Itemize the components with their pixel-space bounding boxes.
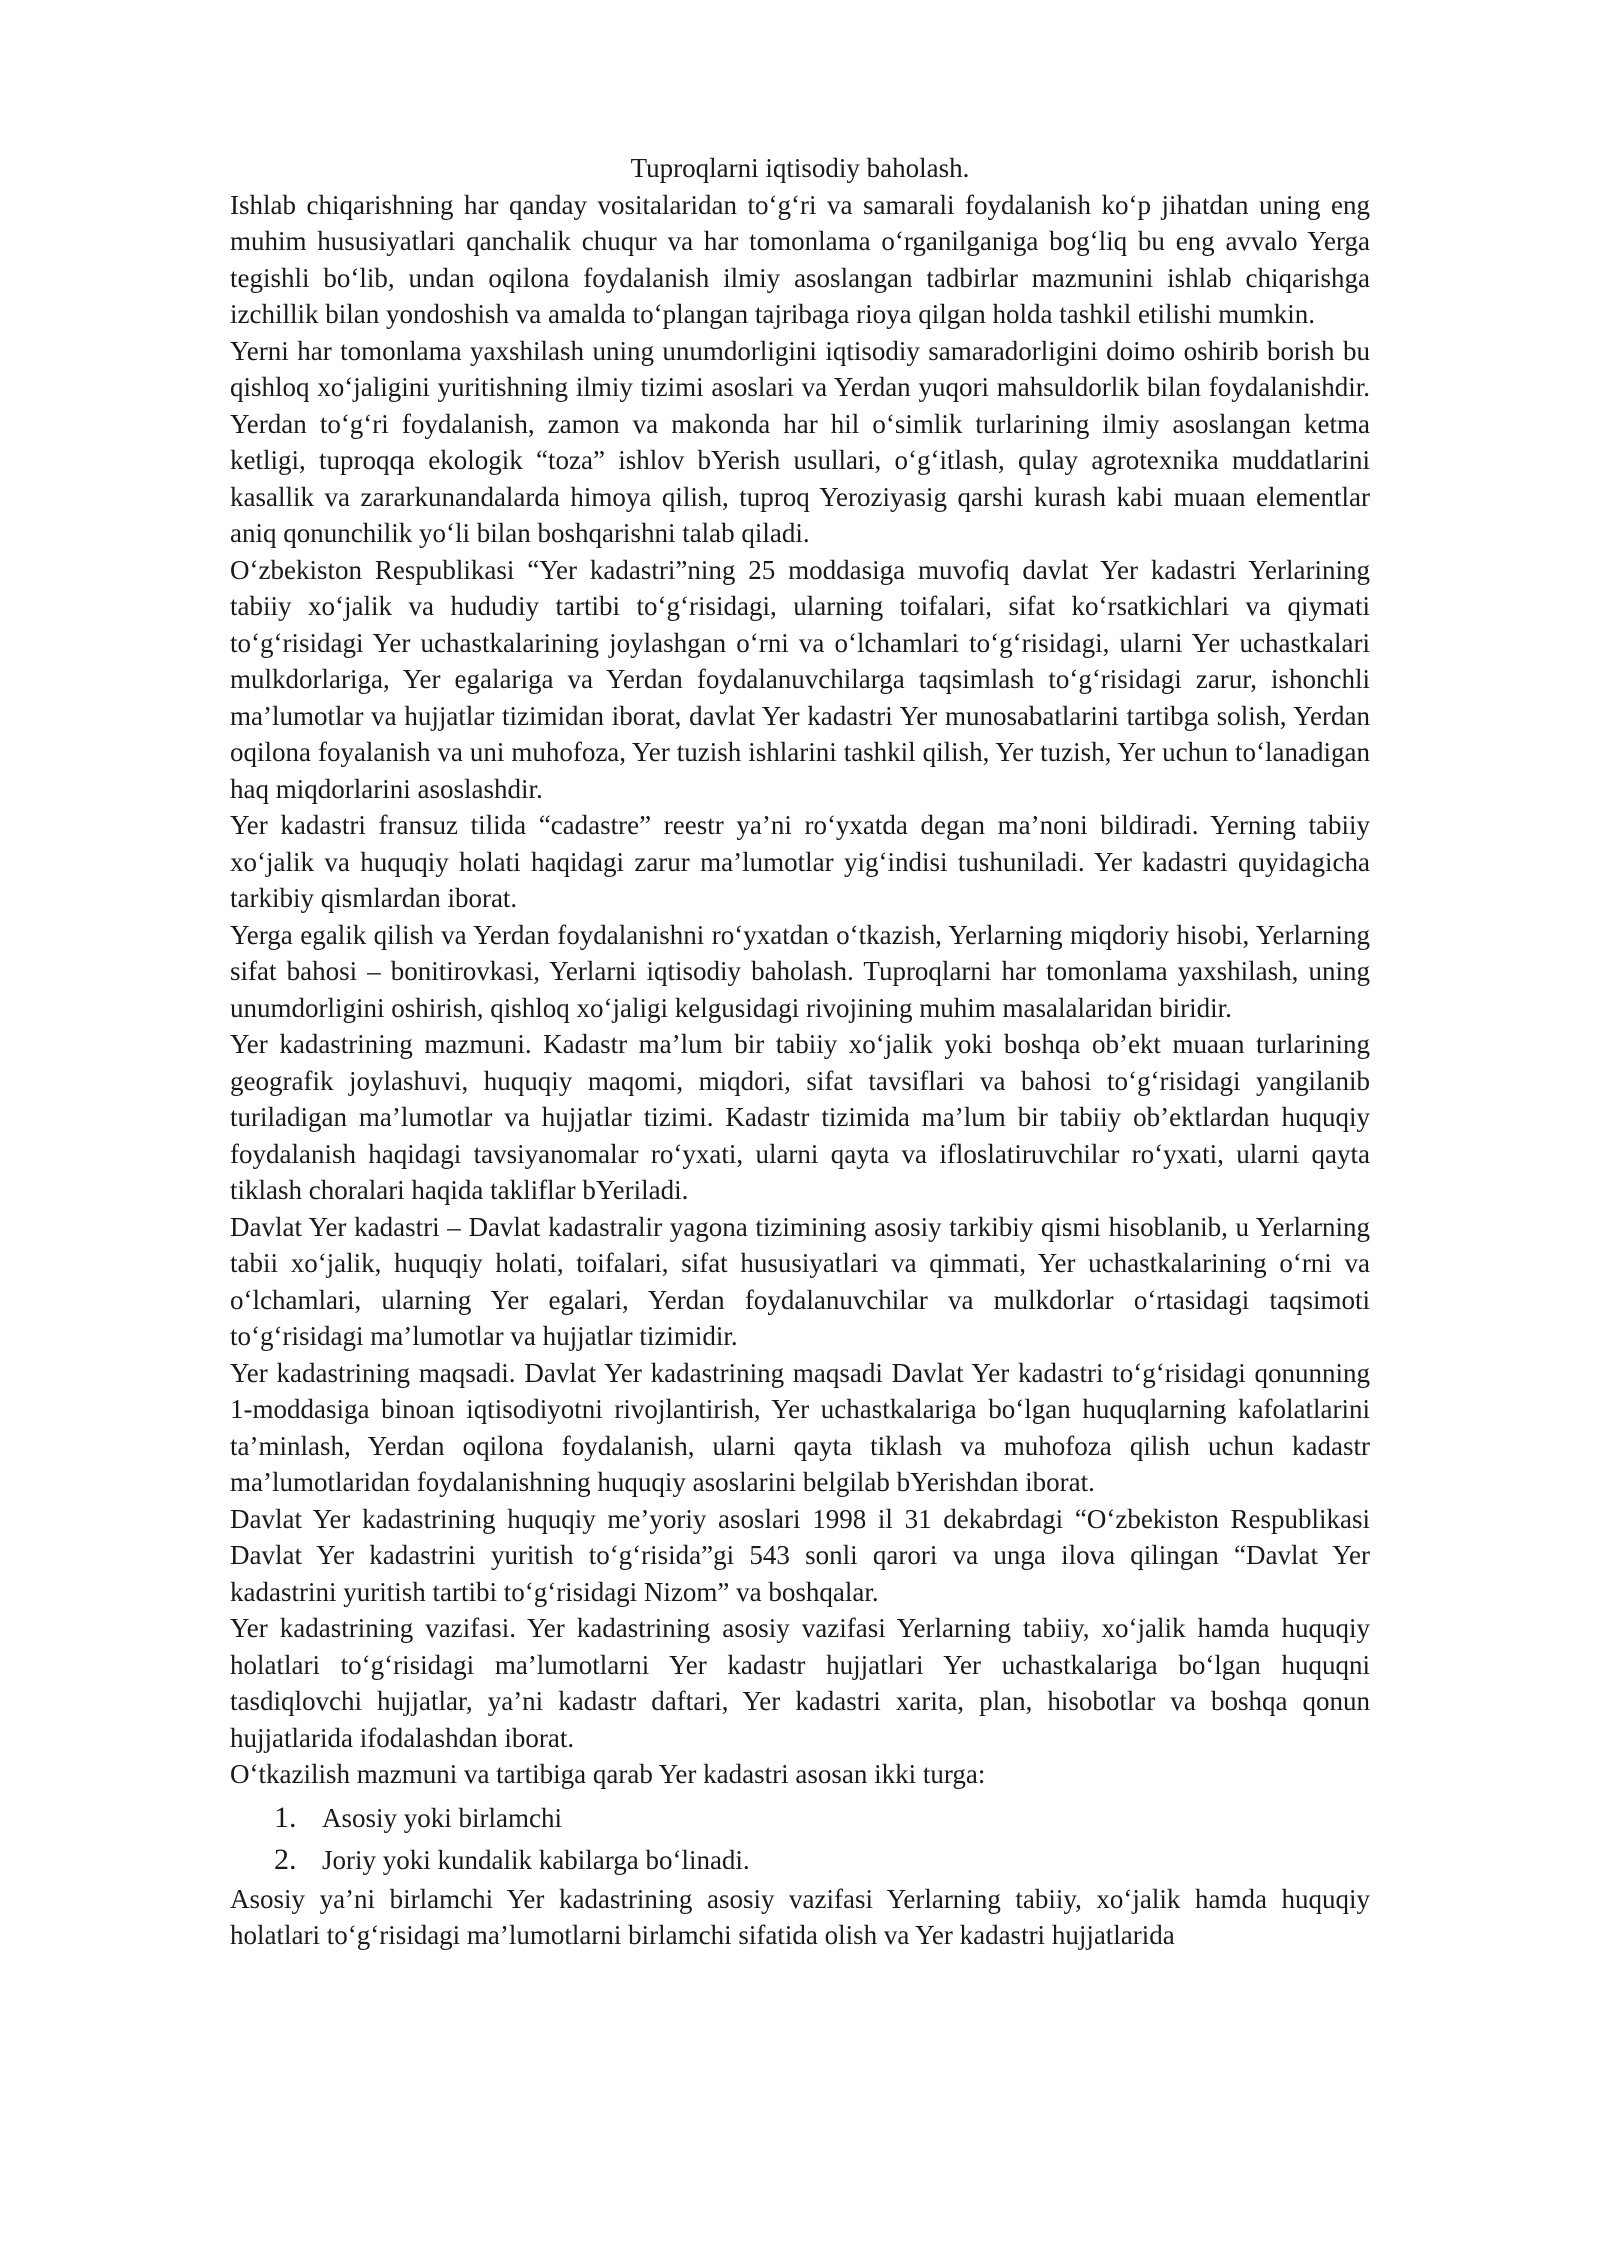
paragraph-5: Yerga egalik qilish va Yerdan foydalanishni ro‘yxatdan o‘tkazish, Yerlarning miqdoriy hisobi, Yerlarning sifat bahosi – bonitirovkasi, Yerlarni iqtisodiy baholash. Tuproqlarni har tomonlama yaxshilash, uning unumdorligini oshirish, qishloq xo‘jaligi kelgusidagi rivojining muhim masalalaridan biridir. (230, 919, 1370, 1023)
list-lead-in: O‘tkazilish mazmuni va tartibiga qarab Yer kadastri asosan ikki turga: (230, 1759, 986, 1789)
closing-paragraph: Asosiy ya’ni birlamchi Yer kadastrining asosiy vazifasi Yerlarning tabiiy, xo‘jalik hamda huquqiy holatlari to‘g‘risidagi ma’lumotlarni birlamchi sifatida olish va Yer kadastri hujjatlarida (230, 1883, 1370, 1950)
paragraph-6: Yer kadastrining mazmuni. Kadastr ma’lum bir tabiiy xo‘jalik yoki boshqa ob’ekt muaan turlarining geografik joylashuvi, huquqiy maqomi, miqdori, sifat tavsiflari va bahosi to‘g‘risidagi yangilanib turiladigan ma’lumotlar va hujjatlar tizimi. Kadastr tizimida ma’lum bir tabiiy ob’ektlardan huquqiy foydalanish haqidagi tavsiyanomalar ro‘yxati, ularni qayta va ifloslatiruvchilar ro‘yxati, ularni qayta tiklash choralari haqida takliflar bYeriladi. (230, 1029, 1370, 1205)
paragraph-3: O‘zbekiston Respublikasi “Yer kadastri”ning 25 moddasiga muvofiq davlat Yer kadastri Yerlarining tabiiy xo‘jalik va hududiy tartibi to‘g‘risidagi, ularning toifalari, sifat ko‘rsatkichlari va qiymati to‘g‘risidagi Yer uchastkalarining joylashgan o‘rni va o‘lchamlari to‘g‘risidagi, ularni Yer uchastkalari mulkdorlariga, Yer egalariga va Yerdan foydalanuvchilarga taqsimlash to‘g‘risidagi zarur, ishonchli ma’lumotlar va hujjatlar tizimidan iborat, davlat Yer kadastri Yer munosabatlarini tartibga solish, Yerdan oqilona foyalanish va uni muhofoza, Yer tuzish ishlarini tashkil qilish, Yer tuzish, Yer uchun to‘lanadigan haq miqdorlarini asoslashdir. (230, 554, 1370, 804)
document-title: Tuproqlarni iqtisodiy baholash. (630, 153, 970, 183)
paragraph-8: Yer kadastrining maqsadi. Davlat Yer kadastrining maqsadi Davlat Yer kadastri to‘g‘risidagi qonunning 1-moddasiga binoan iqtisodiyotni rivojlantirish, Yer uchastkalariga bo‘lgan huquqlarning kafolatlarini ta’minlash, Yerdan oqilona foydalanish, ularni qayta tiklash va muhofoza qilish uchun kadastr ma’lumotlaridan foydalanishning huquqiy asoslarini belgilab bYerishdan iborat. (230, 1357, 1370, 1497)
kadastr-types-list (230, 1797, 1370, 1881)
paragraph-9: Davlat Yer kadastrining huquqiy me’yoriy asoslari 1998 il 31 dekabrdagi “O‘zbekiston Respublikasi Davlat Yer kadastrini yuritish to‘g‘risida”gi 543 sonli qarori va unga ilova qilingan “Davlat Yer kadastrini yuritish tartibi to‘g‘risidagi Nizom” va boshqalar. (230, 1503, 1370, 1607)
paragraph-10: Yer kadastrining vazifasi. Yer kadastrining asosiy vazifasi Yerlarning tabiiy, xo‘jalik hamda huquqiy holatlari to‘g‘risidagi ma’lumotlarni Yer kadastr hujjatlari Yer uchastkalariga bo‘lgan huquqni tasdiqlovchi hujjatlar, ya’ni kadastr daftari, Yer kadastri xarita, plan, hisobotlar va boshqa qonun hujjatlarida ifodalashdan iborat. (230, 1613, 1370, 1753)
document-page (230, 150, 1370, 1954)
list-item (230, 1839, 1370, 1881)
paragraph-4: Yer kadastri fransuz tilida “cadastre” reestr ya’ni ro‘yxatda degan ma’noni bildiradi. Yerning tabiiy xo‘jalik va huquqiy holati haqidagi zarur ma’lumotlar yig‘indisi tushuniladi. Yer kadastri quyidagicha tarkibiy qismlardan iborat. (230, 810, 1370, 913)
list-item-text: Asosiy yoki birlamchi (322, 1802, 562, 1833)
list-item-number: 2. (274, 1842, 297, 1876)
paragraph-7: Davlat Yer kadastri – Davlat kadastralir yagona tizimining asosiy tarkibiy qismi hisoblanib, u Yerlarning tabii xo‘jalik, huquqiy holati, toifalari, sifat hususiyatlari va qimmati, Yer uchastkalarining o‘rni va o‘lchamlari, ularning Yer egalari, Yerdan foydalanuvchilar va mulkdorlar o‘rtasidagi taqsimoti to‘g‘risidagi ma’lumotlar va hujjatlar tizimidir. (230, 1211, 1370, 1351)
list-item-text: Joriy yoki kundalik kabilarga bo‘linadi. (322, 1844, 750, 1875)
list-item-number: 1. (274, 1800, 297, 1834)
paragraph-1: Ishlab chiqarishning har qanday vositalaridan to‘g‘ri va samarali foydalanish ko‘p jihatdan uning eng muhim hususiyatlari qanchalik chuqur va har tomonlama o‘rganilganiga bog‘liq bu eng avvalo Yerga tegishli bo‘lib, undan oqilona foydalanish ilmiy asoslangan tadbirlar mazmunini ishlab chiqarishga izchillik bilan yondoshish va amalda to‘plangan tajribaga rioya qilgan holda tashkil etilishi mumkin. (230, 189, 1370, 329)
list-item (230, 1797, 1370, 1839)
paragraph-2: Yerni har tomonlama yaxshilash uning unumdorligini iqtisodiy samaradorligini doimo oshirib borish bu qishloq xo‘jaligini yuritishning ilmiy tizimi asoslari va Yerdan yuqori mahsuldorlik bilan foydalanishdir. Yerdan to‘g‘ri foydalanish, zamon va makonda har hil o‘simlik turlarining ilmiy asoslangan ketma ketligi, tuproqqa ekologik “toza” ishlov bYerish usullari, o‘g‘itlash, qulay agrotexnika muddatlarini kasallik va zararkunandalarda himoya qilish, tuproq Yeroziyasig qarshi kurash kabi muaan elementlar aniq qonunchilik yo‘li bilan boshqarishni talab qiladi. (230, 335, 1370, 548)
